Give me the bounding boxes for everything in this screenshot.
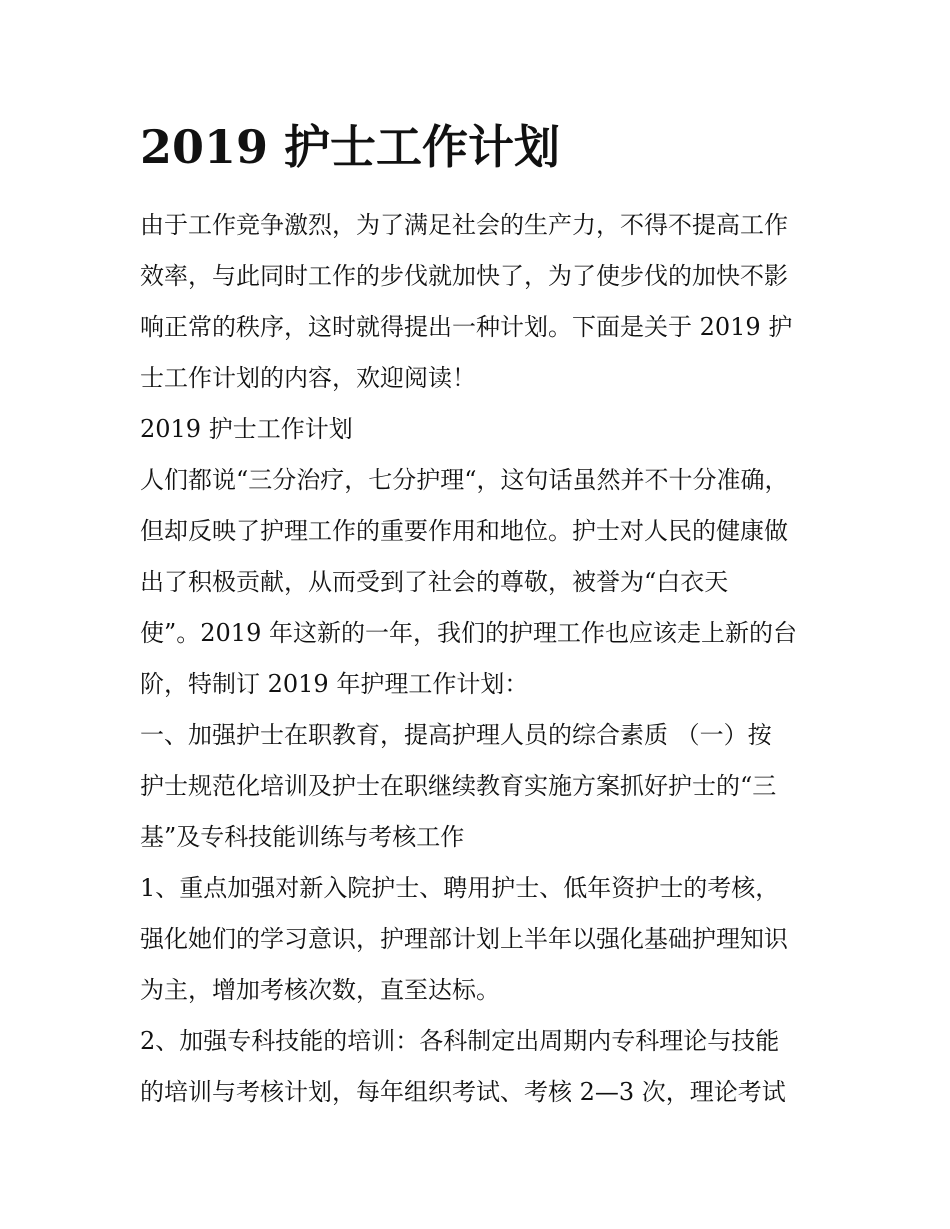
document-title: 2019 护士工作计划 bbox=[140, 120, 561, 174]
paragraph-line: 由于工作竞争激烈，为了满足社会的生产力，不得不提高工作 bbox=[140, 211, 788, 239]
section-heading: 2019 护士工作计划 bbox=[140, 415, 353, 443]
paragraph-line: 基”及专科技能训练与考核工作 bbox=[140, 823, 465, 851]
paragraph-line: 士工作计划的内容，欢迎阅读！ bbox=[140, 364, 476, 392]
paragraph-line: 1、重点加强对新入院护士、聘用护士、低年资护士的考核， bbox=[140, 874, 780, 902]
paragraph-line: 人们都说“三分治疗，七分护理“，这句话虽然并不十分准确， bbox=[140, 466, 789, 494]
document-body bbox=[140, 200, 820, 1118]
paragraph-line: 但却反映了护理工作的重要作用和地位。护士对人民的健康做 bbox=[140, 517, 788, 545]
paragraph-line: 出了积极贡献，从而受到了社会的尊敬，被誉为“白衣天 bbox=[140, 568, 729, 596]
paragraph-line: 阶，特制订 2019 年护理工作计划： bbox=[140, 670, 529, 698]
paragraph-line: 护士规范化培训及护士在职继续教育实施方案抓好护士的“三 bbox=[140, 772, 777, 800]
paragraph-line: 响正常的秩序，这时就得提出一种计划。下面是关于 2019 护 bbox=[140, 313, 793, 341]
paragraph-line: 一、加强护士在职教育，提高护理人员的综合素质 （一）按 bbox=[140, 721, 772, 749]
paragraph-line: 强化她们的学习意识，护理部计划上半年以强化基础护理知识 bbox=[140, 925, 788, 953]
paragraph-line: 效率，与此同时工作的步伐就加快了，为了使步伐的加快不影 bbox=[140, 262, 788, 290]
paragraph-line: 为主，增加考核次数，直至达标。 bbox=[140, 976, 500, 1004]
paragraph-line: 2、加强专科技能的培训：各科制定出周期内专科理论与技能 bbox=[140, 1027, 780, 1055]
paragraph-line: 使”。2019 年这新的一年，我们的护理工作也应该走上新的台 bbox=[140, 619, 797, 647]
paragraph-line: 的培训与考核计划，每年组织考试、考核 2—3 次，理论考试 bbox=[140, 1078, 786, 1106]
